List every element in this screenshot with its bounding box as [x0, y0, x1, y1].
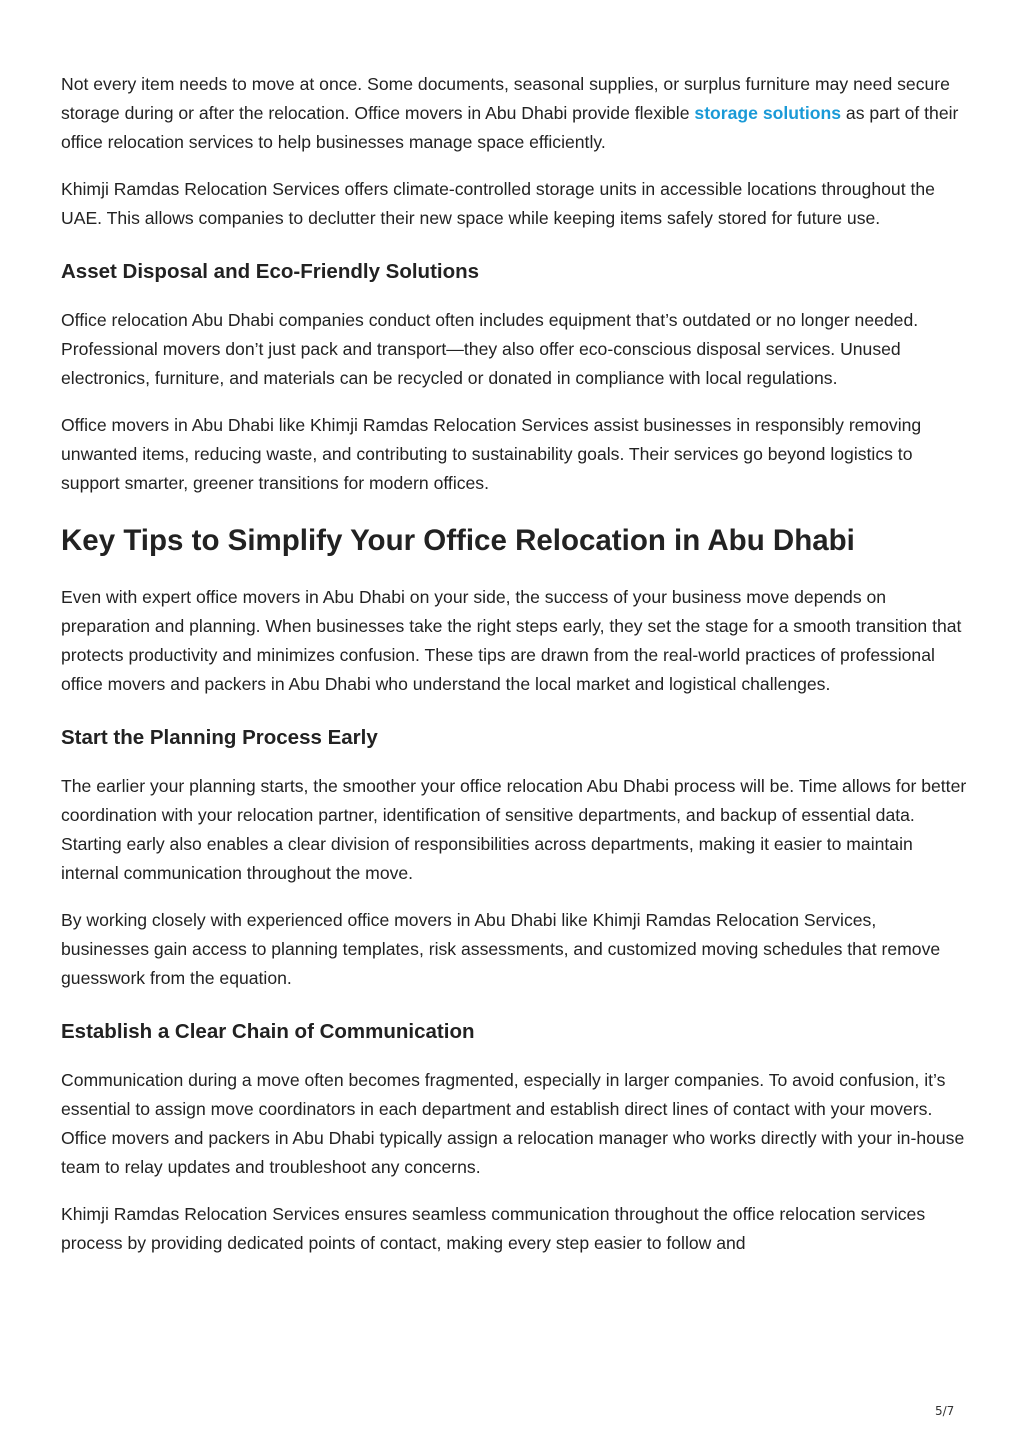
paragraph-communication: Communication during a move often becomes fragmented, especially in larger companies. To avoid confusion, it’s essential to assign move coordinators in each department and establish direct lines of contact with your movers. Office movers and packers in Abu Dhabi typically assign a relocation manager who works directly with your in-house team to relay updates and troubleshoot any concerns. — [61, 1070, 965, 1177]
paragraph-storage-units: Khimji Ramdas Relocation Services offers climate-controlled storage units in accessible locations throughout the UAE. This allows companies to declutter their new space while keeping items safely stored for future use. — [61, 179, 935, 228]
paragraph-unwanted-items: Office movers in Abu Dhabi like Khimji Ramdas Relocation Services assist businesses in responsibly removing unwanted items, reducing waste, and contributing to sustainability goals. Their services go beyond logistics to support smarter, greener transitions for modern offices. — [61, 415, 922, 493]
paragraph-asset-disposal: Office relocation Abu Dhabi companies conduct often includes equipment that’s outdated or no longer needed. Professional movers don’t just pack and transport—they also offer eco-conscious disposal services. Unused electronics, furniture, and materials can be recycled or donated in compliance with local regulations. — [61, 310, 919, 388]
article-body — [61, 70, 969, 1276]
paragraph-tips-intro: Even with expert office movers in Abu Dhabi on your side, the success of your business move depends on preparation and planning. When businesses take the right steps early, they set the stage for a smooth transition that protects productivity and minimizes confusion. These tips are drawn from the real-world practices of professional office movers and packers in Abu Dhabi who understand the local market and logistical challenges. — [61, 587, 962, 694]
paragraph-planning: The earlier your planning starts, the smoother your office relocation Abu Dhabi process will be. Time allows for better coordination with your relocation partner, identification of sensitive departments, and backup of essential data. Starting early also enables a clear division of responsibilities across departments, making it easier to maintain internal communication throughout the move. — [61, 776, 967, 883]
page-number: 5/7 — [935, 1404, 955, 1418]
paragraph-planning-partner: By working closely with experienced office movers in Abu Dhabi like Khimji Ramdas Relocation Services, businesses gain access to planning templates, risk assessments, and customized moving schedules that remove guesswork from the equation. — [61, 910, 941, 988]
paragraph-text: as part of their office relocation services to help businesses manage space efficiently. — [61, 103, 959, 152]
storage-solutions-link[interactable]: storage solutions — [694, 103, 842, 123]
paragraph-communication-contact: Khimji Ramdas Relocation Services ensures seamless communication throughout the office relocation services process by providing dedicated points of contact, making every step easier to follow and — [61, 1204, 926, 1253]
paragraph-storage-intro — [61, 70, 969, 157]
heading-planning-early: Start the Planning Process Early — [61, 726, 378, 749]
heading-communication: Establish a Clear Chain of Communication — [61, 1020, 475, 1043]
heading-asset-disposal: Asset Disposal and Eco-Friendly Solutions — [61, 260, 480, 283]
heading-key-tips: Key Tips to Simplify Your Office Relocation in Abu Dhabi — [61, 524, 855, 557]
paragraph-text: Not every item needs to move at once. Some documents, seasonal supplies, or surplus furniture may need secure storage during or after the relocation. Office movers in Abu Dhabi provide flexible — [61, 74, 950, 123]
